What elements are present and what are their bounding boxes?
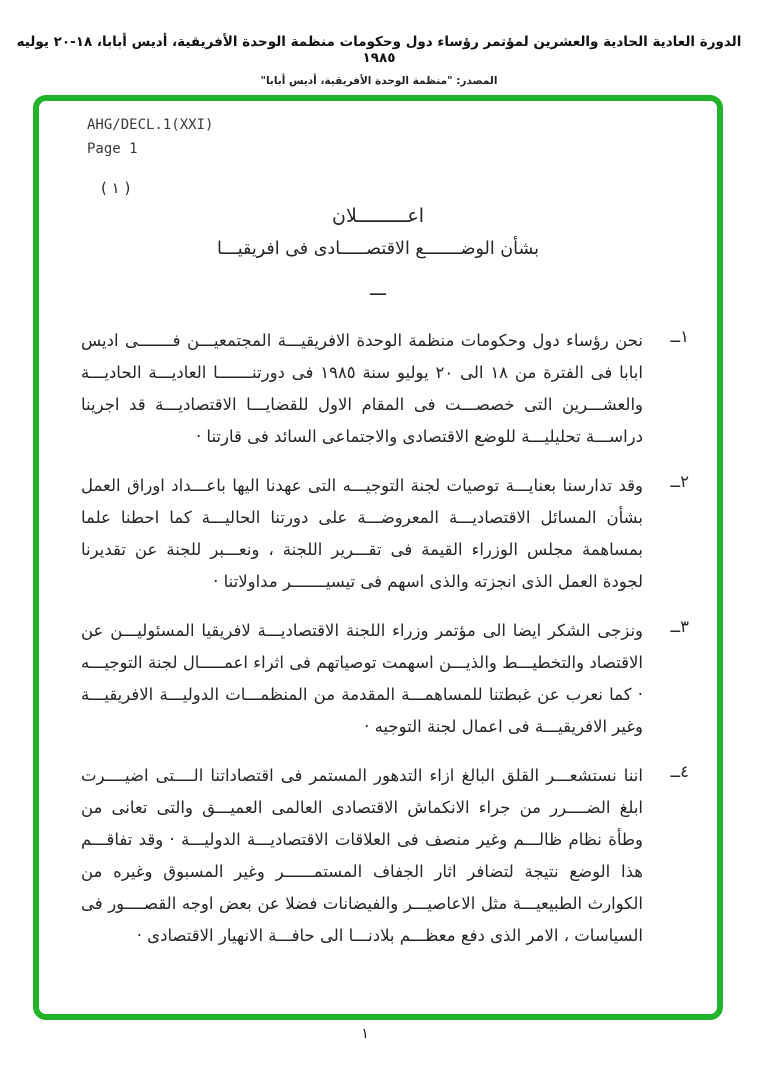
page-header bbox=[0, 34, 758, 87]
paragraph-text: ونزجى الشكر ايضا الى مؤتمر وزراء اللجنة الاقتصاديـــة لافريقيا المسئوليـــن عن الاقتصاد والتخطيـــط والذيـــن اسهمت توصياتهم فى اثراء اعمـــــال لجنة التوجيـــه · كما نعرب عن غبطتنا للمساهمـــة المقدمة من المنظمـــات الدوليـــة الافريقيـــة وغير الافريقيـــة فى اعمال لجنة التوجيه · bbox=[81, 621, 643, 736]
document-page-label: Page 1 bbox=[87, 141, 138, 157]
declaration-subtitle: بشأن الوضـــــــع الاقتصـــــادى فى افريقيـــا bbox=[217, 239, 539, 259]
paragraph-text: نحن رؤساء دول وحكومات منظمة الوحدة الافريقيـــة المجتمعيـــن فـــــــى اديس ابابا فى الفترة من ١٨ الى ٢٠ يوليو سنة ١٩٨٥ فى دورتنـــــــا العاديـــة الحاديـــة والعشـــرين التى خصصـــت فى المقام الاول للقضايـــا الاقتصاديـــة قد اجرينا دراســـة تحليليـــة للوضع الاقتصادى والاجتماعى السائد فى قارتنا · bbox=[81, 331, 643, 446]
page-number-footer: ١ bbox=[361, 1026, 369, 1042]
paragraph bbox=[81, 325, 689, 453]
summit-session-title: الدورة العادية الحادية والعشرين لمؤتمر رؤساء دول وحكومات منظمة الوحدة الأفريقية، أديس أبابا، ١٨-٢٠ يوليه ١٩٨٥ bbox=[16, 34, 742, 66]
source-line: المصدر: "منظمة الوحدة الأفريقية، أديس أبابا" bbox=[260, 75, 498, 87]
paragraph-text: اننا نستشعـــر القلق البالغ ازاء التدهور المستمر فى اقتصاداتنا الــــتى اضيــــرت ابلغ الضــــرر من جراء الانكماش الاقتصادى العالمى العميـــق والتى تعانى من وطأة نظام ظالـــم وغير منصف فى العلاقات الاقتصاديـــة الدوليـــة · وقد تفاقـــم هذا الوضع نتيجة لتضافر اثار الجفاف المستمــــــر وغير المسبوق وغيره من الكوارث الطبيعيـــة مثل الاعاصيـــر والفيضانات فضلا عن بعض اوجه القصــــور فى السياسات ، الامر الذى دفع معظـــم بلادنـــا الى حافـــة الانهيار الاقتصادى · bbox=[81, 766, 643, 945]
document-reference: AHG/DECL.1(XXI) bbox=[87, 117, 214, 133]
paragraph bbox=[81, 470, 689, 598]
paragraph-number: ٣ــ bbox=[670, 617, 689, 636]
title-divider: ـــ bbox=[370, 279, 386, 300]
document-page bbox=[39, 101, 717, 1014]
declaration-title: اعـــــــــلان bbox=[331, 205, 424, 227]
section-number: ( ١ ) bbox=[101, 179, 131, 197]
paragraph bbox=[81, 615, 689, 743]
paragraph-number: ١ــ bbox=[670, 327, 689, 346]
paragraph-list bbox=[81, 325, 689, 969]
paragraph-number: ٤ــ bbox=[670, 762, 689, 781]
paragraph bbox=[81, 760, 689, 952]
document-highlight-frame bbox=[33, 95, 723, 1020]
paragraph-number: ٢ــ bbox=[670, 472, 689, 491]
paragraph-text: وقد تدارسنا بعنايـــة توصيات لجنة التوجيـــه التى عهدنا اليها باعـــداد اوراق العمل بشأن المسائل الاقتصاديـــة المعروضـــة على دورتنا الحاليـــة كما احطنا علما بمساهمة مجلس الوزراء القيمة فى تقـــرير اللجنة ، ونعـــبر للجنة عن تقديرنا لجودة العمل الذى انجزته والذى اسهم فى تيسيـــــــر مداولاتنا · bbox=[81, 476, 643, 591]
